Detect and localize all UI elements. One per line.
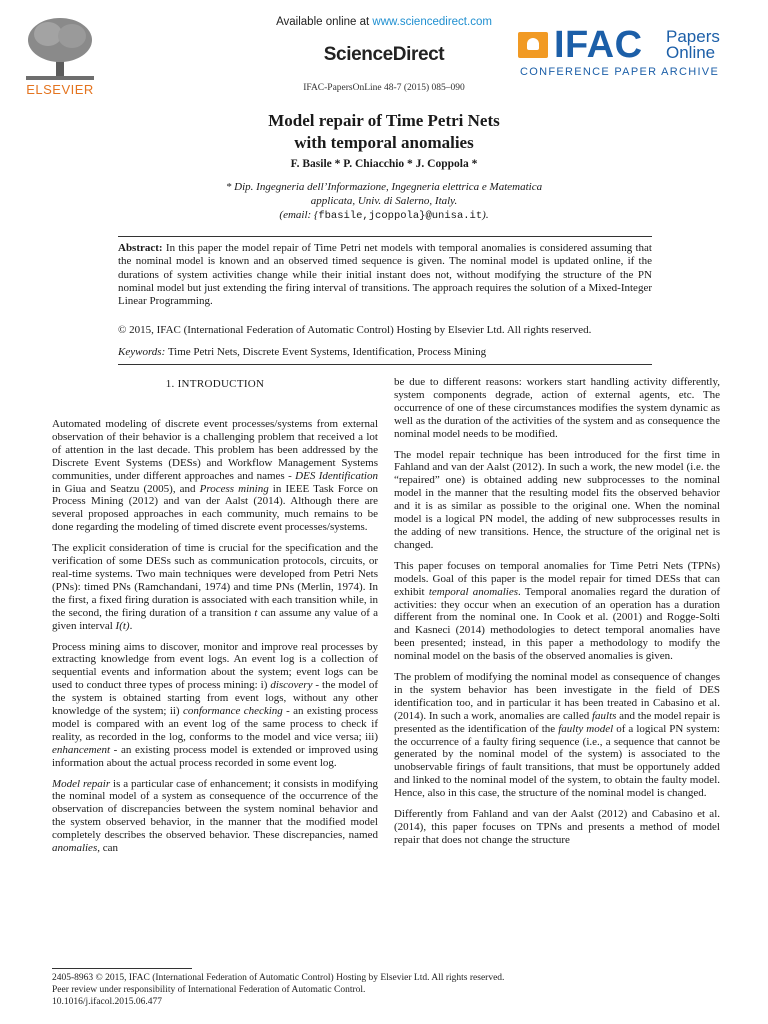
elsevier-wordmark: ELSEVIER <box>26 82 94 97</box>
emphasis: anomalies <box>52 842 98 855</box>
text-run: - the model of the system is obtained starting from event logs, without any other knowledge of the system; ii) <box>52 679 378 718</box>
emphasis: conformance checking <box>182 705 283 718</box>
text-run: Automated modeling of discrete event processes/systems from external observation of their behavior is a challenging problem that received a lot of attention in the last decade. This problem has been addressed by the Discrete Event Systems (DESs) and Workflow Management Systems communities, under different approaches and names - <box>52 418 378 482</box>
text-run: Process mining aims to discover, monitor and improve real processes by extracting knowledge from event logs. An event log is a collection of sequential events and information about the system; event logs can be used to conduct three types of process mining: i) <box>52 640 378 692</box>
ifac-archive-label: CONFERENCE PAPER ARCHIVE <box>520 66 720 78</box>
ifac-online-label: Online <box>666 43 716 62</box>
title-line-1: Model repair of Time Petri Nets <box>268 111 500 130</box>
footer <box>52 972 504 1008</box>
title-line-2: with temporal anomalies <box>294 133 474 152</box>
affiliation-line-2: applicata, Univ. di Salerno, Italy. <box>310 195 458 207</box>
emphasis: Process mining <box>199 482 269 495</box>
text-run: and the model repair is presented as the identification of the <box>394 709 720 735</box>
abstract-text: In this paper the model repair of Time Petri net models with temporal anomalies is considered assuming that the nominal model is known and an observed timed sequence is given. The nominal model is updated online, if the durations of system activities change while their initial instant does not, without modifying the structure of the PN nominal model but just extending the firing interval of transitions. The approach requires the solution of a Mixed-Integer Linear Programming. <box>118 242 652 308</box>
keywords-text: Time Petri Nets, Discrete Event Systems, Identification, Process Mining <box>167 346 487 358</box>
email-line <box>0 208 768 223</box>
section-heading-introduction: 1. INTRODUCTION <box>165 378 265 390</box>
footer-rule <box>52 968 192 969</box>
ifac-word: IFAC <box>554 24 643 66</box>
text-run: . <box>129 619 133 632</box>
text-run: can assume any value of a given interval <box>52 606 378 632</box>
text-run: , can <box>97 842 118 855</box>
left-column <box>52 418 378 863</box>
journal-reference: IFAC-PapersOnLine 48-7 (2015) 085–090 <box>303 83 465 93</box>
right-column <box>394 376 720 855</box>
emphasis: DES Identification <box>295 469 378 482</box>
affiliation-line-1: * Dip. Ingegneria dell’Informazione, Ingegneria elettrica e Matematica <box>225 181 543 193</box>
text-run: is a particular case of enhancement; it consists in modifying the nominal model of a system as consequence of the occurrence of the observation of discrepancies between the system nominal behavior and the system observed behavior, in the manner that the modified model completely describes the observed behavior. These discrepancies, named <box>52 777 378 842</box>
email-prefix: (email: { <box>279 209 319 221</box>
ifac-papers-label: Papers <box>666 27 720 46</box>
paragraph <box>52 542 378 632</box>
sciencedirect-brand: ScienceDirect <box>323 44 445 65</box>
abstract-bottom-rule <box>118 364 652 365</box>
available-prefix: Available online at <box>276 16 373 28</box>
paragraph: Differently from Fahland and van der Aalst (2012) and Cabasino et al. (2014), this paper focuses on TPNs and presents a method of model repair that does not change the structure <box>394 808 720 846</box>
emphasis: Model repair <box>52 777 111 790</box>
paragraph <box>52 418 378 534</box>
copyright-notice: © 2015, IFAC (International Federation of Automatic Control) Hosting by Elsevier Ltd. All rights reserved. <box>118 324 592 336</box>
sciencedirect-link[interactable]: www.sciencedirect.com <box>372 16 492 28</box>
paragraph <box>52 778 378 855</box>
text-run: - an existing process model is compared with an event log of the same process to check if reality, as recorded in the log, conforms to the model and vice versa; iii) <box>52 705 379 743</box>
abstract <box>118 242 652 308</box>
text-run: of a logical PN system: the occurrence of a faulty firing sequence (i.e., a sequence that cannot be generated by the nominal model of the system) is associated to the unobservable firings of fault transitions, that must be opportunely added and linked to the nominal model of the system, to obtain the faulty model. Hence, also in this case, the structure of the nominal model is changed. <box>394 722 720 800</box>
abstract-top-rule <box>118 236 652 237</box>
keywords <box>118 346 652 359</box>
paragraph: The model repair technique has been introduced for the first time in Fahland and van der Aalst (2012). In such a work, the new model (i.e. the “repaired” one) is obtained adding new subprocesses to the nominal model in the manner that the resulting model fits the observed behavior and it is as similar as possible to the original one. When the nominal model is a logical PN model, the adding of new subprocesses results in the adding of new transitions. Hence, the structure of the original net is changed. <box>394 448 720 551</box>
paragraph: be due to different reasons: workers start handling activity differently, system components degrade, action of external agents, etc. The occurrence of one of these circumstances modifies the system dynamic as well as the duration of the activities of the system and as consequence the nominal model needs to be modified. <box>394 376 720 440</box>
emphasis: enhancement <box>52 743 111 756</box>
paragraph <box>394 560 720 663</box>
keywords-label: Keywords: <box>118 346 166 358</box>
math-expression: I(t) <box>115 619 130 632</box>
paragraph <box>52 641 378 770</box>
text-run: This paper focuses on temporal anomalies for Time Petri Nets (TPNs) models. Goal of this paper is the model repair for timed DESs that can exhibit <box>394 559 720 598</box>
math-variable: t <box>254 606 258 619</box>
text-run: - an existing process model is extended or improved using information about the actual process recorded in some event log. <box>52 743 378 769</box>
text-run: The problem of modifying the nominal model as consequence of changes in the system behavior has been investigate in the field of DES identification too, and in particular it has been treated in Cabasino et al. (2014). In such a work, anomalies are called <box>394 671 720 722</box>
authors: F. Basile * P. Chiacchio * J. Coppola * <box>290 158 478 170</box>
emphasis: temporal anomalies <box>428 585 518 598</box>
abstract-label: Abstract: <box>118 242 163 254</box>
paragraph <box>394 671 720 800</box>
emphasis: faults <box>591 709 617 722</box>
emphasis: discovery <box>270 679 313 692</box>
footer-issn: 2405-8963 © 2015, IFAC (International Federation of Automatic Control) Hosting by Elsevier Ltd. All rights reserved. <box>52 973 505 983</box>
paper-title <box>0 110 768 154</box>
email-suffix: ). <box>482 209 489 221</box>
affiliation <box>0 180 768 223</box>
ifac-logo <box>518 26 728 80</box>
footer-peer-review: Peer review under responsibility of International Federation of Automatic Control. <box>52 985 366 995</box>
emphasis: faulty model <box>558 722 614 735</box>
email-address: fbasile,jcoppola}@unisa.it <box>318 210 483 222</box>
text-run: in IEEE Task Force on Process Mining (2012) and van der Aalst (2014). Although there are several proposed approaches in each community, much remains to be done regarding the modeling of timed discrete event processes/systems. <box>52 482 378 534</box>
footer-doi[interactable]: 10.1016/j.ifacol.2015.06.477 <box>52 997 163 1007</box>
text-run: . Temporal anomalies regard the duration of activities: they occur when an execution of an operation has a duration different from the nominal one. In Cook et al. (2001) and Rogge-Solti and Kasneci (2014) methodologies to detect temporal anomalies have been presented; instead, in this paper a methodology to modify the nominal model on the basis of the observed anomalies is given. <box>394 585 720 663</box>
text-run: The explicit consideration of time is crucial for the specification and the verification of some DESs such as communication protocols, circuits, or real-time systems. Two main techniques were developed from Petri Nets (PNs): timed PNs (Ramchandani, 1974) and time PNs (Merlin, 1974). In the first, a fixed firing duration is associated with each transition while, in the second, the firing duration of a transition <box>52 542 378 619</box>
text-run: in Giua and Seatzu (2005), and <box>52 482 200 495</box>
ifac-emblem-icon <box>518 32 548 58</box>
